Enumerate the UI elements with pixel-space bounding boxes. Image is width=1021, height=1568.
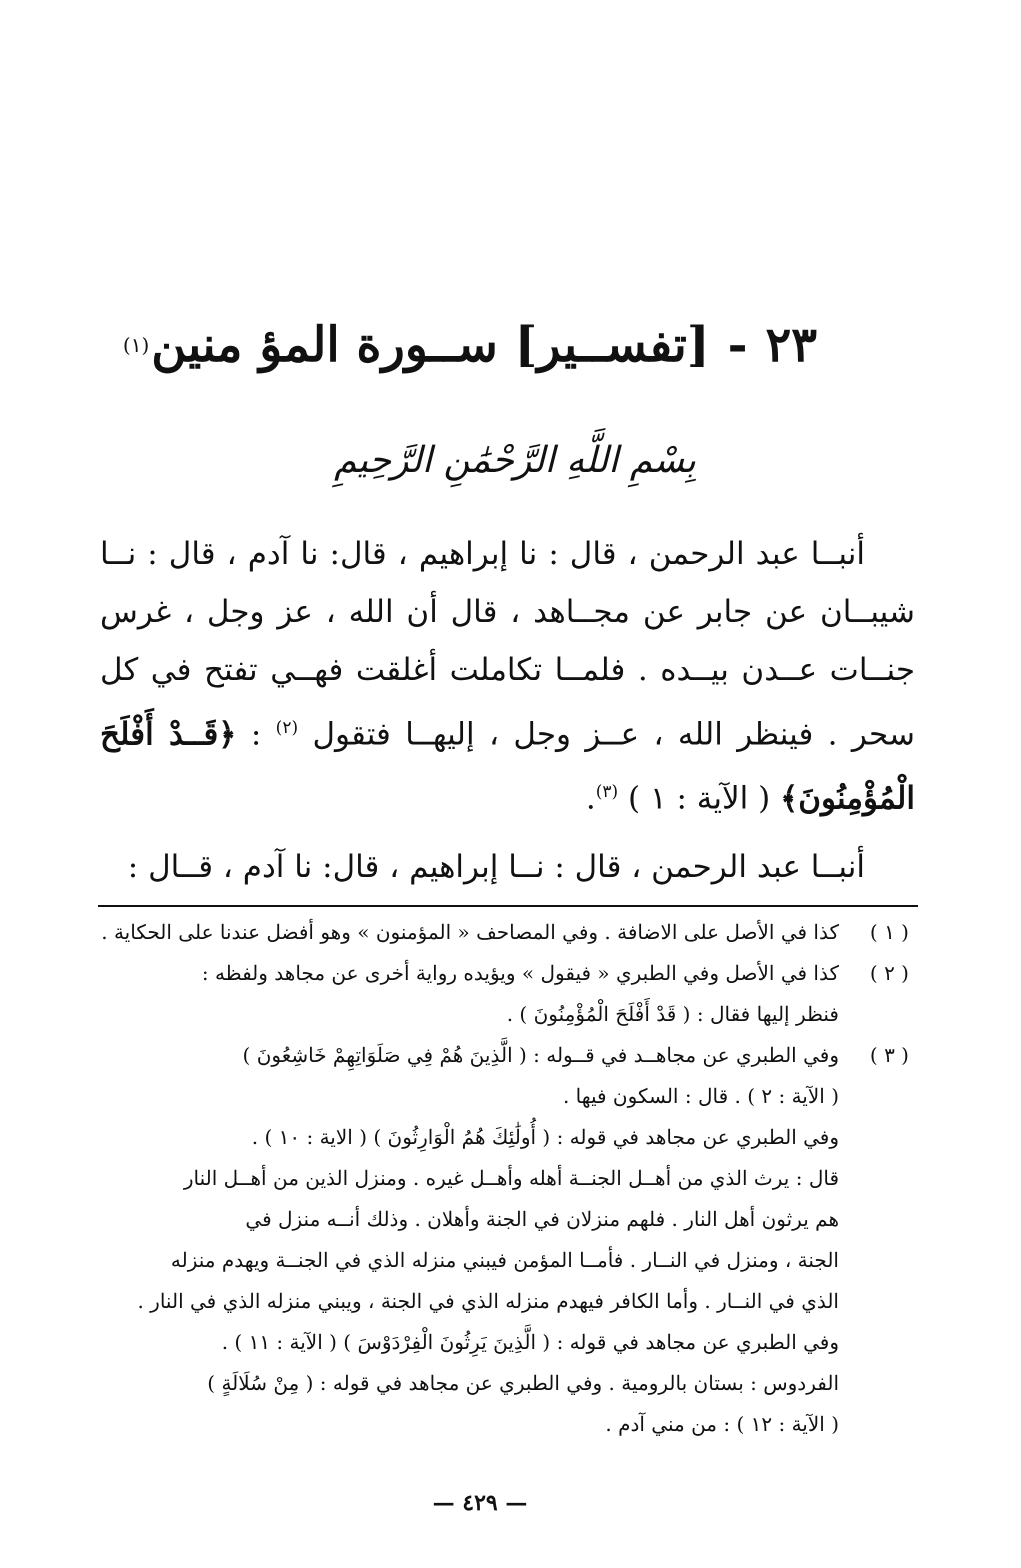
- main-text: [100, 525, 915, 896]
- title-footnote-marker: (١): [122, 333, 150, 357]
- quran-verse: ﴿قَــدْ أَفْلَحَ الْمُؤْمِنُونَ﴾: [100, 716, 915, 817]
- footnote-marker-2: (٢): [275, 718, 299, 738]
- footnote-number: ( ١ ): [869, 920, 909, 944]
- footnote-line: كذا في الأصل على الاضافة . وفي المصاحف « المؤمنون » وهو أفضل عندنا على الحكاية .: [101, 920, 839, 944]
- footnote-number: ( ٢ ): [869, 961, 909, 985]
- text-line: نــا شيبــان عن جابر عن مجــاهد ، قال أن الله ، عز وجل ، غرس: [100, 536, 915, 630]
- sentence-end: .: [585, 780, 596, 817]
- footnote-line: الفردوس : بستان بالرومية . وفي الطبري عن مجاهد في قوله : ( مِنْ سُلَالَةٍ ): [207, 1371, 839, 1395]
- footnote-line: وفي الطبري عن مجاهد في قوله : ( أُولَٰئِكَ هُمُ الْوَارِثُونَ ) ( الاية : ١٠ ) .: [251, 1125, 839, 1149]
- footnote-body: [92, 1035, 839, 1445]
- footnote-marker-3: (٣): [595, 782, 619, 803]
- ayah-reference: ( الآية : ١ ): [618, 780, 781, 817]
- footnotes: [92, 912, 909, 1445]
- title-dash: -: [727, 317, 748, 373]
- page-number: — ٤٢٩ —: [432, 1490, 528, 1516]
- text-line: أنبــا عبد الرحمن ، قال : نا إبراهيم ، قال: نا آدم ، قال :: [136, 536, 865, 572]
- footnote-line: قال : يرث الذي من أهــل الجنــة أهله وأهــل غيره . ومنزل الذين من أهــل النار: [183, 1166, 839, 1190]
- footnote-line: وفي الطبري عن مجاهــد في قــوله : ( الَّذِينَ هُمْ فِي صَلَوَاتِهِمْ خَاشِعُونَ ): [242, 1043, 839, 1067]
- footnote-separator: [98, 905, 918, 907]
- surah-title-text: [تفســير] ســورة المؤ منين: [151, 317, 710, 373]
- footnote-line: الجنة ، ومنزل في النــار . فأمــا المؤمن فيبني منزله الذي في الجنــة ويهدم منزله: [170, 1248, 839, 1272]
- surah-number: ٢٣: [765, 317, 818, 373]
- footnote-1: [92, 912, 909, 953]
- footnote-2: [92, 953, 909, 1035]
- text-line: جنــات عــدن بيــده . فلمــا تكاملت أغلقت فهــي تفتح في كل: [100, 652, 915, 688]
- surah-title: [122, 305, 818, 385]
- footnote-line: وفي الطبري عن مجاهد في قوله : ( الَّذِينَ يَرِثُونَ الْفِرْدَوْسَ ) ( الآية : ١١ ) .: [221, 1330, 839, 1354]
- footnote-line: كذا في الأصل وفي الطبري « فيقول » ويؤيده رواية أخرى عن مجاهد ولفظه :: [201, 961, 839, 985]
- paragraph-1: [100, 525, 915, 828]
- footnote-line: فنظر إليها فقال : ( قَدْ أَفْلَحَ الْمُؤْمِنُونَ ) .: [506, 1002, 839, 1026]
- footnote-number: ( ٣ ): [869, 1043, 909, 1067]
- footnote-line: ( الآية : ١٢ ) : من مني آدم .: [605, 1412, 839, 1436]
- footnote-line: هم يرثون أهل النار . فلهم منزلان في الجنة وأهلان . وذلك أنــه منزل في: [245, 1207, 839, 1231]
- footnote-body: [92, 912, 839, 953]
- footnote-line: الذي في النــار . وأما الكافر فيهدم منزله الذي في الجنة ، ويبني منزله الذي في النار .: [137, 1289, 839, 1313]
- text-line: سحر . فينظر الله ، عــز وجل ، إليهــا فتقول: [298, 716, 915, 753]
- paragraph-2: أنبــا عبد الرحمن ، قال : نــا إبراهيم ، قال: نا آدم ، قــال :: [127, 848, 865, 885]
- footnote-line: ( الآية : ٢ ) . قال : السكون فيها .: [562, 1084, 839, 1108]
- colon: :: [236, 716, 276, 753]
- basmala: بِسْمِ اللَّهِ الرَّحْمَٰنِ الرَّحِيمِ: [334, 439, 696, 481]
- footnote-body: [92, 953, 839, 1035]
- footnote-3: [92, 1035, 909, 1445]
